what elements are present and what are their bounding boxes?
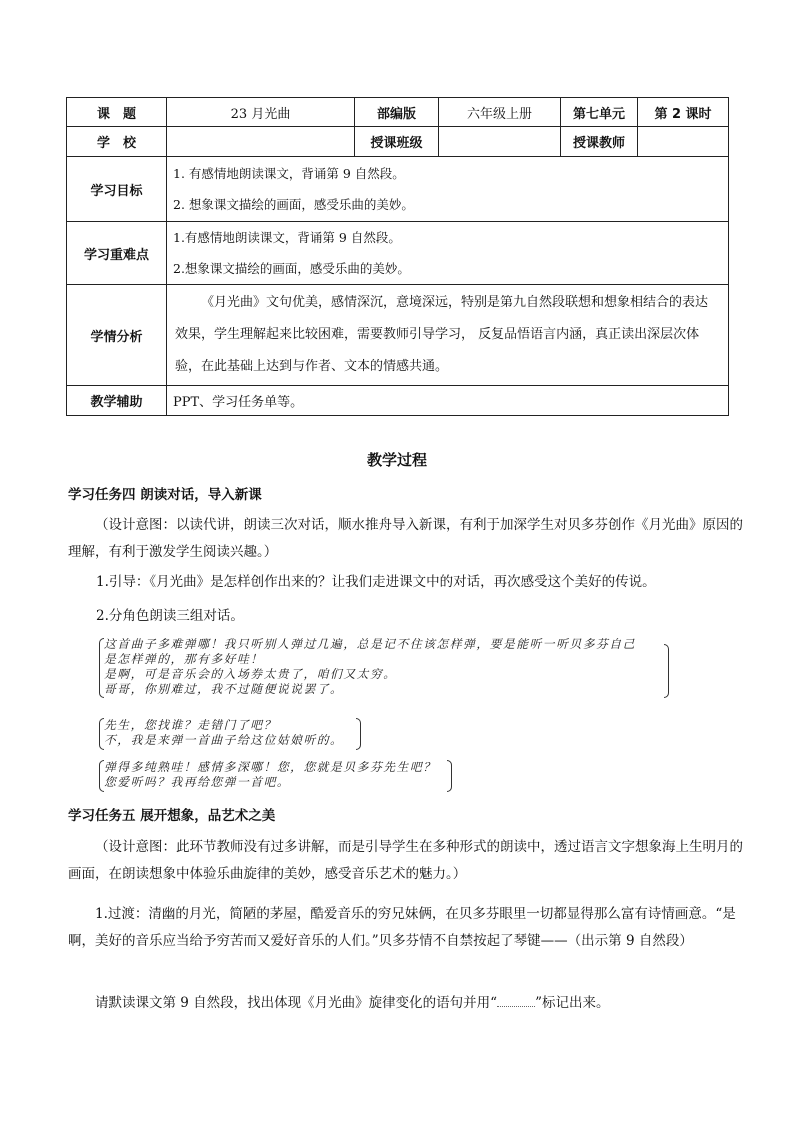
lesson-label: 课 题 xyxy=(67,98,167,127)
class-value xyxy=(439,127,561,157)
dialog-line: 哥哥，你别难过，我不过随便说说罢了。 xyxy=(104,682,344,696)
lesson-info-table xyxy=(66,97,729,416)
dialog-bracket-right xyxy=(664,644,669,698)
dialog-line: 这首曲子多难弹哪！我只听别人弹过几遍，总是记不住该怎样弹，要是能听一听贝多芬自己 xyxy=(104,637,636,651)
key-points-label: 学习重难点 xyxy=(67,222,167,285)
edition: 部编版 xyxy=(355,98,439,127)
unit: 第七单元 xyxy=(561,98,638,127)
instruction-text: 请默读课文第 9 自然段，找出体现《月光曲》旋律变化的语句并用“ xyxy=(95,995,498,1011)
key-points-content xyxy=(167,222,729,285)
grade: 六年级上册 xyxy=(439,98,561,127)
dialog-line: 是啊，可是音乐会的入场券太贵了，咱们又太穷。 xyxy=(104,667,397,681)
task5-instruction xyxy=(68,990,744,1017)
analysis-text: 《月光曲》文句优美，感情深沉，意境深远，特别是第九自然段联想和想象相结合的表达效果，学生理解起来比较困难，需要教师引导学习， 反复品悟语言内涵，真正读出深层次体验，在此基础上达到与作者、文本的情感共通。 xyxy=(167,285,729,386)
aids-text: PPT、学习任务单等。 xyxy=(167,386,729,416)
task5-step1: 1.过渡：清幽的月光，简陋的茅屋，酷爱音乐的穷兄妹俩，在贝多芬眼里一切都显得那么富有诗情画意。“是啊，美好的音乐应当给予穷苦而又爱好音乐的人们。”贝多芬情不自禁按起了琴键——（出示第 9 自然段） xyxy=(68,906,736,949)
goal-item: 1. 有感情地朗读课文，背诵第 9 自然段。 xyxy=(173,166,405,181)
goals-label: 学习目标 xyxy=(67,157,167,222)
teacher-value xyxy=(638,127,729,157)
key-point-item: 2.想象课文描绘的画面，感受乐曲的美妙。 xyxy=(173,261,410,276)
school-label: 学 校 xyxy=(67,127,167,157)
dialog-bracket-right xyxy=(447,760,452,792)
dialog-bracket-right xyxy=(356,718,361,750)
dialog-line: 弹得多纯熟哇！感情多深哪！您，您就是贝多芬先生吧？ xyxy=(104,760,437,774)
dialog-group-2 xyxy=(104,718,343,748)
task4-heading: 学习任务四 朗读对话，导入新课 xyxy=(68,487,262,503)
task4-intent: （设计意图：以读代讲，朗读三次对话，顺水推舟导入新课，有利于加深学生对贝多芬创作《月光曲》原因的理解，有利于激发学生阅读兴趣。） xyxy=(68,517,743,560)
process-title: 教学过程 xyxy=(366,451,427,469)
lesson-title: 23 月光曲 xyxy=(167,98,355,127)
dialog-group-3 xyxy=(104,760,436,790)
wavy-underline-mark xyxy=(497,1006,535,1007)
goals-content xyxy=(167,157,729,222)
school-value xyxy=(167,127,355,157)
key-point-item: 1.有感情地朗读课文，背诵第 9 自然段。 xyxy=(173,230,401,245)
goal-item: 2. 想象课文描绘的画面，感受乐曲的美妙。 xyxy=(173,197,414,212)
dialog-line: 不，我是来弹一首曲子给这位姑娘听的。 xyxy=(104,733,344,747)
aids-label: 教学辅助 xyxy=(67,386,167,416)
dialog-group-1 xyxy=(104,637,636,697)
dialog-line: 您爱听吗？我再给您弹一首吧。 xyxy=(104,775,291,789)
task5-intent: （设计意图：此环节教师没有过多讲解，而是引导学生在多种形式的朗读中，透过语言文字想象海上生明月的画面，在朗读想象中体验乐曲旋律的美妙，感受音乐艺术的魅力。） xyxy=(68,839,743,882)
dialog-line: 是怎样弹的，那有多好哇！ xyxy=(104,652,264,666)
dialog-line: 先生，您找谁？走错门了吧？ xyxy=(104,718,277,732)
task4-step2: 2.分角色朗读三组对话。 xyxy=(96,608,244,624)
task5-heading: 学习任务五 展开想象，品艺术之美 xyxy=(68,808,276,824)
instruction-text-end: ”标记出来。 xyxy=(535,995,610,1011)
period: 第 2 课时 xyxy=(638,98,729,127)
class-label: 授课班级 xyxy=(355,127,439,157)
task4-step1: 1.引导：《月光曲》是怎样创作出来的？让我们走进课文中的对话，再次感受这个美好的传说。 xyxy=(96,574,656,590)
teacher-label: 授课教师 xyxy=(561,127,638,157)
analysis-label: 学情分析 xyxy=(67,285,167,386)
